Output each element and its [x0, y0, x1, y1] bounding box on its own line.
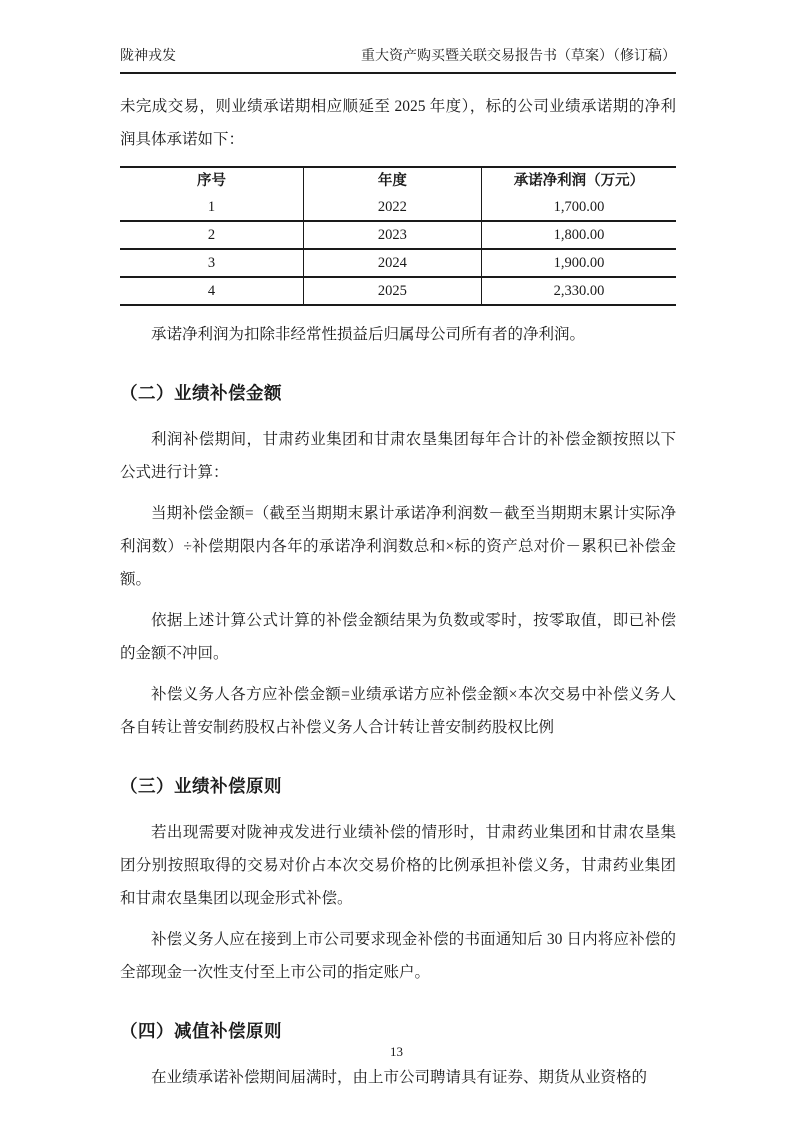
section-heading-impairment-principle: （四）减值补偿原则 [120, 1021, 282, 1041]
table-header [120, 167, 676, 194]
paragraph: 在业绩承诺补偿期间届满时，由上市公司聘请具有证券、期货从业资格的 [151, 1069, 648, 1086]
cell-year: 2025 [303, 277, 481, 305]
cell-year: 2023 [303, 221, 481, 249]
paragraph-note: 承诺净利润为扣除非经常性损益后归属母公司所有者的净利润。 [151, 326, 586, 343]
page-number: 13 [390, 1044, 403, 1059]
table-row [120, 221, 676, 249]
cell-profit: 1,800.00 [553, 227, 605, 243]
cell-serial: 2 [207, 227, 216, 243]
table-row [120, 194, 676, 221]
cell-year: 2022 [303, 194, 481, 221]
document-body [120, 90, 676, 1094]
profit-commitment-table [120, 166, 676, 306]
cell-profit: 2,330.00 [553, 283, 605, 299]
paragraph: 补偿义务人应在接到上市公司要求现金补偿的书面通知后 30 日内将应补偿的全部现金一次性支付至上市公司的指定账户。 [120, 931, 676, 981]
section-heading-compensation-principle: （三）业绩补偿原则 [120, 776, 282, 796]
page-header [120, 0, 676, 74]
paragraph-intro: 未完成交易，则业绩承诺期相应顺延至 2025 年度），标的公司业绩承诺期的净利润具体承诺如下： [120, 98, 676, 148]
header-report-title: 重大资产购买暨关联交易报告书（草案）（修订稿） [361, 49, 676, 64]
column-header-serial: 序号 [196, 173, 226, 189]
column-header-year: 年度 [303, 167, 481, 194]
paragraph-formula: 补偿义务人各方应补偿金额=业绩承诺方应补偿金额×本次交易中补偿义务人各自转让普安制药股权占补偿义务人合计转让普安制药股权比例 [120, 686, 676, 736]
page-content [120, 0, 676, 1102]
paragraph: 依据上述计算公式计算的补偿金额结果为负数或零时，按零取值，即已补偿的金额不冲回。 [120, 612, 676, 662]
cell-serial: 4 [207, 283, 216, 299]
cell-profit: 1,700.00 [553, 199, 605, 215]
header-company-short-name: 陇神戎发 [120, 49, 176, 64]
paragraph-formula: 当期补偿金额=（截至当期期末累计承诺净利润数－截至当期期末累计实际净利润数）÷补偿期限内各年的承诺净利润数总和×标的资产总对价－累积已补偿金额。 [120, 505, 676, 588]
table-row [120, 277, 676, 305]
table-row [120, 249, 676, 277]
page-footer [0, 1044, 793, 1060]
cell-profit: 1,900.00 [553, 255, 605, 271]
cell-year: 2024 [303, 249, 481, 277]
column-header-promised-profit: 承诺净利润（万元） [513, 173, 645, 189]
paragraph: 利润补偿期间，甘肃药业集团和甘肃农垦集团每年合计的补偿金额按照以下公式进行计算： [120, 431, 676, 481]
table-header-row [120, 167, 676, 194]
cell-serial: 1 [207, 199, 216, 215]
paragraph: 若出现需要对陇神戎发进行业绩补偿的情形时，甘肃药业集团和甘肃农垦集团分别按照取得的交易对价占本次交易价格的比例承担补偿义务，甘肃药业集团和甘肃农垦集团以现金形式补偿。 [120, 824, 676, 907]
section-heading-compensation-amount: （二）业绩补偿金额 [120, 383, 282, 403]
cell-serial: 3 [207, 255, 216, 271]
